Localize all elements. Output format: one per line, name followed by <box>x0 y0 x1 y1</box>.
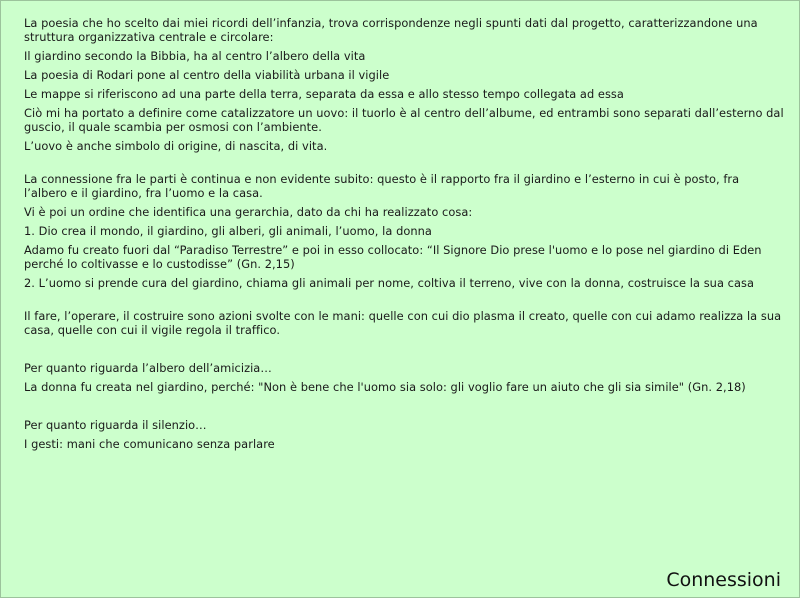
spacer <box>24 295 784 309</box>
paragraph-intro: La poesia che ho scelto dai miei ricordi dell’infanzia, trova corrispondenze negli spunti dati dal progetto, caratterizzandone una struttura organizzativa centrale e circolare: <box>24 16 758 44</box>
spacer <box>24 342 784 361</box>
paragraph-rodari: La poesia di Rodari pone al centro della viabilità urbana il vigile <box>24 68 390 82</box>
spacer <box>24 158 784 172</box>
slide-title: Connessioni <box>666 569 781 591</box>
paragraph-adamo: Adamo fu creato fuori dal “Paradiso Terrestre” e poi in esso collocato: “Il Signore Dio prese l'uomo e lo pose nel giardino di Eden perché lo coltivasse e lo custodisse” (Gn. 2,15) <box>24 243 762 271</box>
paragraph-silence: Per quanto riguarda il silenzio… <box>24 418 207 432</box>
list-item-1: 1. Dio crea il mondo, il giardino, gli alberi, gli animali, l’uomo, la donna <box>24 224 432 238</box>
paragraph-friendship-tree: Per quanto riguarda l’albero dell’amicizia… <box>24 361 272 375</box>
slide-body <box>24 16 784 456</box>
paragraph-egg: Ciò mi ha portato a definire come catalizzatore un uovo: il tuorlo è al centro dell’albume, ed entrambi sono separati dall’esterno dal guscio, il quale scambia per osmosi con l’ambiente. <box>24 106 784 134</box>
paragraph-woman: La donna fu creata nel giardino, perché: "Non è bene che l'uomo sia solo: gli voglio fare un aiuto che gli sia simile" (Gn. 2,18) <box>24 380 746 394</box>
paragraph-bible-garden: Il giardino secondo la Bibbia, ha al centro l’albero della vita <box>24 49 366 63</box>
paragraph-hierarchy: Vi è poi un ordine che identifica una gerarchia, dato da chi ha realizzato cosa: <box>24 205 473 219</box>
spacer <box>24 399 784 418</box>
paragraph-gestures: I gesti: mani che comunicano senza parlare <box>24 437 275 451</box>
paragraph-egg-symbol: L’uovo è anche simbolo di origine, di nascita, di vita. <box>24 139 328 153</box>
paragraph-maps: Le mappe si riferiscono ad una parte della terra, separata da essa e allo stesso tempo collegata ad essa <box>24 87 624 101</box>
list-item-2: 2. L’uomo si prende cura del giardino, chiama gli animali per nome, coltiva il terreno, vive con la donna, costruisce la sua casa <box>24 276 755 290</box>
paragraph-connection: La connessione fra le parti è continua e non evidente subito: questo è il rapporto fra il giardino e l’esterno in cui è posto, fra l’albero e il giardino, fra l’uomo e la casa. <box>24 172 740 200</box>
paragraph-hands: Il fare, l’operare, il costruire sono azioni svolte con le mani: quelle con cui dio plasma il creato, quelle con cui adamo realizza la sua casa, quelle con cui il vigile regola il traffico. <box>24 309 782 337</box>
